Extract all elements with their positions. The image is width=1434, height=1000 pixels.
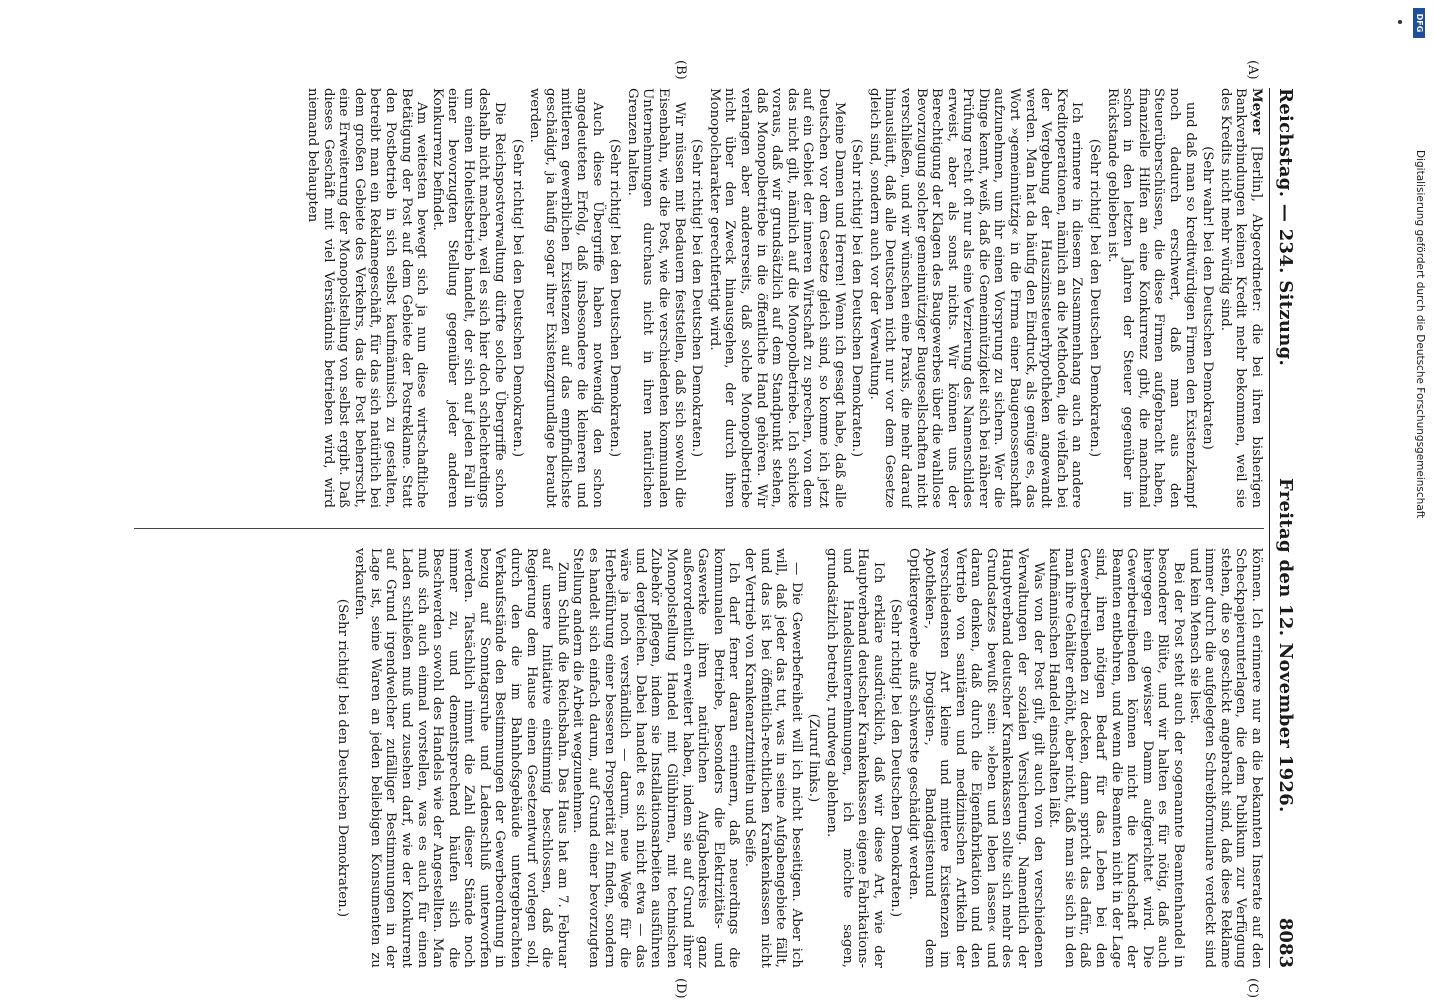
paragraph: Was von der Post gilt, gilt auch von den verschiedenen Verwaltungen der sozialen Versicherung. Namentlich der Hauptverband deutscher Krankenkassen sollte sich mehr des Grundsatzes bewußt sein: »leben und leben lassen« und daran denken, daß durch die Eigenfabrikation und den Vertrieb von sanitären und medizinischen Artikeln der verschiedensten Art kleine und mittlere Existenzen im Apotheken-, Drogisten-, Bandagistenund dem Optikergewerbe aufs schwerste geschädigt werden. (905, 548, 1046, 968)
margin-marker-c: (C) (1245, 978, 1260, 999)
margin-marker-a: (A) (1245, 60, 1260, 80)
speaker-name: Meyer (1249, 88, 1264, 135)
column-divider (134, 528, 1264, 529)
interjection: (Sehr richtig! bei den Deutschen Demokraten.) (509, 138, 525, 458)
paragraph: Zum Schluß die Reichsbahn. Das Haus hat am 7. Februar auf unsere Initiative einstimmig beschlossen, daß die Regierung dem Hause einen Gesetzentwurf vorlegen soll, durch den die im Bahnhofsgebäude untergebrachten Verkaufsstände den Bestimmungen der Gewerbeordnung in bezug auf Sonntagsruhe und Ladenschluß unterworfen werden. Tatsächlich nimmt die Zahl dieser Stände noch immer zu, und dementsprechend häufen sich die Beschwerden sowohl des Handels wie der Angestellten. Man muß sich auch einmal vorstellen, was es auch für einen Laden schließen muß und zusehen darf, wie der Konkurrent auf Grund irgendwelcher zufälliger Bestimmungen in der Lage ist, seine Waren an jeden beliebigen Konsumenten zu verkaufen. (352, 548, 570, 968)
digitization-note-text: Digitalisierung gefördert durch die Deutsche Forschungsgemeinschaft (1414, 150, 1426, 519)
interjection: (Zuruf links.) (806, 713, 822, 803)
dfg-logo-text: DFG (1415, 13, 1424, 33)
interjection: (Sehr richtig! bei den Deutschen Demokraten.) (849, 138, 865, 458)
paragraph: Wir müssen mit Bedauern feststellen, daß sich sowohl die Eisenbahn, wie die Post, wie die verschiedenten kommunalen Unternehmungen durchaus nicht in ihren natürlichen Grenzen halten. (624, 88, 687, 508)
speaker-text: [Berlin], Abgeordneter: die bei ihren bisherigen Bankverbindungen keinen Kredit mehr bekommen, weil sie des Kredits nicht mehr würdig sind. (1217, 88, 1264, 508)
paragraph: Meine Damen und Herren! Wenn ich gesagt habe, daß alle Deutschen vor dem Gesetze gleich sind, so komme ich jetzt auf ein Gebiet der inneren Wirtschaft zu sprechen, von dem das nicht gilt, nämlich auf die Monopolbetriebe. Ich schicke voraus, daß wir grundsätzlich auf dem Standpunkt stehen, daß Monopolbetriebe in die öffentliche Hand gehören. Wir verlangen aber andererseits, daß solche Monopolbetriebe nicht über den Zweck hinausgehen, der durch ihren Monopolcharakter gerechtfertigt wird. (706, 88, 847, 508)
interjection: (Sehr richtig! bei den Deutschen Demokraten.) (334, 598, 350, 918)
paragraph: Ich erinnere in diesem Zusammenhang auch an andere Kreditoperationen, nämlich an die Methoden, die vielfach bei der Vergebung der Hauszinssteuerhypotheken angewandt werden. Man hat da häufig den Eindruck, als genüge es, das Wort »gemeinnützig« in die Firma einer Baugenossenschaft aufzunehmen, um ihr einen Vorsprung zu sichern. Wer die Dinge kennt, weiß, daß die Gemeinnützigkeit sich bei näherer Prüfung recht oft nur als eine Verzierung des Namenschildes erweist, aber als sonst nichts. Wir können uns der Berechtigung der Klagen des Baugewerbes über die wahllose Bevorzugung solcher gemeinnütziger Baugesellschaften nicht verschließen, und wir wünschen eine Praxis, die mehr darauf hinausläuft, daß alle Deutschen nicht nur vor dem Gesetze gleich sind, sondern auch vor der Verwaltung. (866, 88, 1085, 508)
header-rule (1269, 88, 1270, 968)
paragraph: Bei der Post steht auch der sogenannte Beamtenhandel in besonderer Blüte, und wir halten es für nötig, daß auch hiergegen ein gewisser Damm aufgerichtet wird. Die Gewerbetreibenden können nicht die Kundschaft der Beamten entbehren, und wenn die Beamten nicht in der Lage sind, ihren nötigen Bedarf für das Leben bei den Gewerbetreibenden zu decken, dann spricht das dafür, daß man ihre Gehälter erhöht, aber nicht, daß man sie sich in den kaufmännischen Handel einschalten läßt. (1046, 548, 1187, 968)
header-session: Reichstag. — 234. Sitzung. (1275, 88, 1296, 367)
interjection: (Sehr richtig! bei den Deutschen Demokraten.) (607, 138, 623, 458)
margin-marker-d: (D) (673, 978, 688, 999)
paragraph: Die Reichspostverwaltung dürfte solche Übergriffe schon deshalb nicht machen, weil es sich hier doch schlechterdings um einen Hoheitsbetrieb handelt, der sich auf jeden Fall in einer bevorzugten Stellung gegenüber jeder anderen Konkurrenz befindet. (429, 88, 508, 508)
page-number: 8083 (1275, 917, 1296, 968)
paragraph: Auch diese Übergriffe haben notwendig den schon angedeuteten Erfolg, daß insbesondere die kleineren und mittleren gewerblichen Existenzen auf das empfindlichste geschädigt, ja häufig sogar ihrer Existenzgrundlage beraubt werden. (527, 88, 605, 508)
paragraph: — Die Gewerbefreiheit will ich nicht beseitigen. Aber ich will, daß jeder das tut, was in seine Aufgabengebiete fällt, und das ist bei öffentlich-rechtlichen Krankenkassen nicht der Vertrieb von Krankenarztmitteln und Seife. (742, 548, 804, 968)
interjection: (Sehr wahr! bei den Deutschen Demokraten) (1200, 146, 1216, 450)
right-column (134, 548, 1264, 968)
header-date: Freitag den 12. November 1926. (1275, 478, 1296, 813)
paragraph: können. Ich erinnere nur an die bekannten Inserate auf den Scheckpapierunterlagen, die dem Publikum zur Verfügung stehen, die so geschickt angebracht sind, daß diese Reklame immer durch die aufgelegten Schreibformulare verdeckt sind und kein Mensch sie liest. (1186, 548, 1264, 968)
paragraph: Ich erkläre ausdrücklich, daß wir diese Art, wie der Hauptverband deutscher Krankenkassen eigene Fabrikations- und Handelsunternehmungen, ich möchte sagen, grundsätzlich betreibt, rundweg ablehnen. (823, 548, 886, 968)
interjection: (Sehr richtig! bei den Deutschen Demokraten.) (689, 138, 705, 458)
paragraph: Am weitesten bewegt sich ja nun diese wirtschaftliche Betätigung der Post auf dem Gebiete der Postreklame. Statt den Postbetrieb in sich selbst kaufmännisch zu gestalten, betreibt man ein Reklamegeschäft, für das sich natürlich bei dem großen Gebiete des Verkehrs, das die Post beherrscht, eine Erweiterung der Monopolstellung von selbst ergibt. Daß dieses Geschäft mit viel Verständnis betrieben wird, wird niemand behaupten (304, 88, 430, 508)
dfg-logo (1413, 8, 1425, 38)
speaker-paragraph (1217, 88, 1264, 508)
paragraph: Ich darf ferner daran erinnern, daß neuerdings die kommunalen Betriebe, besonders die Elektrizitäts- und Gaswerke ihren natürlichen Aufgabenkreis ganz außerordentlich erweitert haben, indem sie auf Grund ihrer Monopolstellung Handel mit Glühbirnen, mit technischen Zubehör pflegen, indem sie Installationsarbeiten ausführen und dergleichen. Dabei handelt es sich nicht etwa — das wäre ja noch verständlich — darum, neue Wege für die Herbeiführung einer besseren Prosperität zu finden, sondern es handelt sich einfach darum, auf Grund einer bevorzugten Stellung andern die Arbeit wegzunehmen. (570, 548, 742, 968)
digitization-note (1412, 150, 1426, 840)
page-header (1270, 88, 1300, 968)
rotated-document-page (120, 60, 1300, 999)
interjection: (Sehr richtig! bei den Deutschen Demokraten.) (888, 598, 904, 918)
margin-marker-b: (B) (673, 60, 688, 80)
margin-dot (1398, 20, 1402, 24)
interjection: (Sehr richtig! bei den Deutschen Demokraten.) (1087, 138, 1103, 458)
left-column (134, 88, 1264, 508)
paragraph: und daß man so kreditwürdigen Firmen den Existenzkampf noch dadurch erschwert, daß man aus den Steuerüberschüssen, die diese Firmen aufgebracht haben, finanzielle Hilfen an eine Konkurrenz gibt, die manchmal schon in den letzten Jahren der Steuer gegenüber im Rückstande geblieben ist. (1104, 88, 1198, 508)
